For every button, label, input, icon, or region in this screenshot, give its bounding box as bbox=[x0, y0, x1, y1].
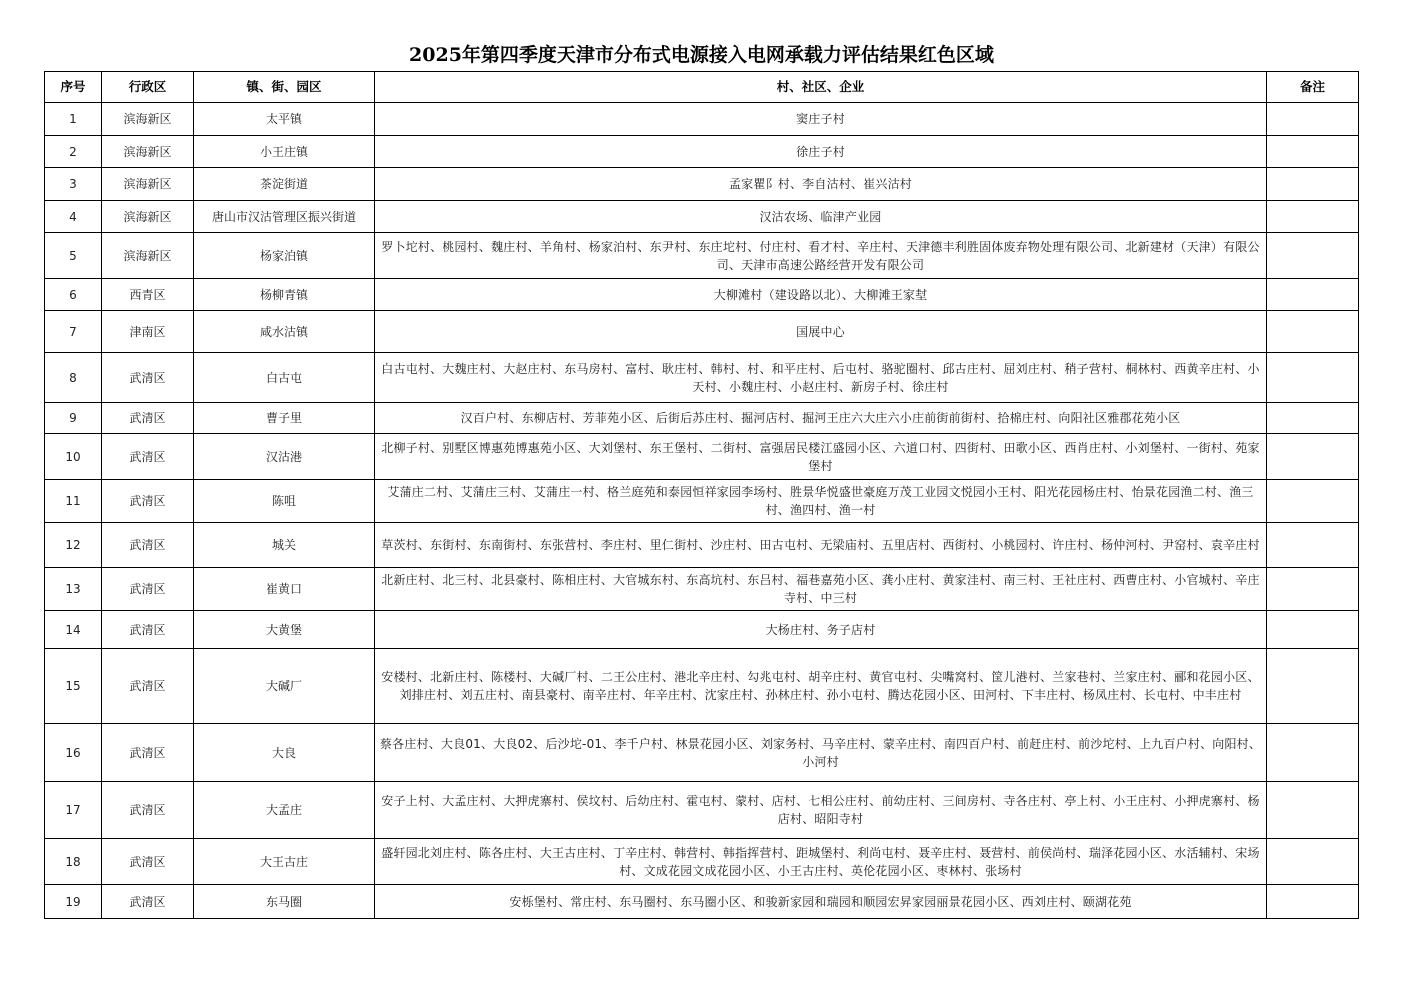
table-header-row bbox=[45, 72, 1359, 103]
cell-note bbox=[1267, 353, 1359, 403]
table-row bbox=[45, 136, 1359, 168]
cell-district: 滨海新区 bbox=[102, 233, 194, 279]
cell-villages: 盛轩园北刘庄村、陈各庄村、大王古庄村、丁辛庄村、韩营村、韩指挥营村、距城堡村、利尚屯村、聂辛庄村、聂营村、前侯尚村、瑞泽花园小区、水活辅村、宋场村、文成花园文成花园小区、小王古庄村、英伦花园小区、枣林村、张场村 bbox=[375, 839, 1267, 885]
cell-note bbox=[1267, 403, 1359, 434]
cell-villages: 窦庄子村 bbox=[375, 103, 1267, 136]
cell-note bbox=[1267, 885, 1359, 919]
cell-district: 武清区 bbox=[102, 885, 194, 919]
cell-town: 城关 bbox=[194, 523, 375, 568]
cell-district: 武清区 bbox=[102, 434, 194, 480]
cell-town: 咸水沽镇 bbox=[194, 311, 375, 353]
cell-villages: 艾蒲庄二村、艾蒲庄三村、艾蒲庄一村、格兰庭苑和泰园恒祥家园李场村、胜景华悦盛世豪庭万茂工业园文悦园小王村、阳光花园杨庄村、怡景花园渔二村、渔三村、渔四村、渔一村 bbox=[375, 480, 1267, 523]
cell-villages: 北新庄村、北三村、北县豪村、陈相庄村、大官城东村、东高坑村、东吕村、福巷嘉苑小区、龚小庄村、黄家洼村、南三村、王社庄村、西曹庄村、小官城村、辛庄寺村、中三村 bbox=[375, 568, 1267, 611]
cell-villages: 国展中心 bbox=[375, 311, 1267, 353]
table-row bbox=[45, 279, 1359, 311]
cell-no: 2 bbox=[45, 136, 102, 168]
cell-note bbox=[1267, 279, 1359, 311]
header-villages: 村、社区、企业 bbox=[375, 72, 1267, 103]
table-row bbox=[45, 523, 1359, 568]
cell-town: 曹子里 bbox=[194, 403, 375, 434]
header-no: 序号 bbox=[45, 72, 102, 103]
table-row bbox=[45, 168, 1359, 201]
cell-town: 白古屯 bbox=[194, 353, 375, 403]
cell-villages: 汉沽农场、临津产业园 bbox=[375, 201, 1267, 233]
cell-no: 19 bbox=[45, 885, 102, 919]
cell-no: 13 bbox=[45, 568, 102, 611]
cell-villages: 安栎堡村、常庄村、东马圈村、东马圈小区、和骏新家园和瑞园和顺园宏昇家园丽景花园小区、西刘庄村、颐湖花苑 bbox=[375, 885, 1267, 919]
cell-no: 9 bbox=[45, 403, 102, 434]
cell-district: 武清区 bbox=[102, 568, 194, 611]
cell-district: 滨海新区 bbox=[102, 136, 194, 168]
table-row bbox=[45, 103, 1359, 136]
cell-district: 武清区 bbox=[102, 353, 194, 403]
cell-no: 15 bbox=[45, 649, 102, 724]
table-row bbox=[45, 353, 1359, 403]
cell-no: 3 bbox=[45, 168, 102, 201]
cell-note bbox=[1267, 136, 1359, 168]
cell-villages: 白古屯村、大魏庄村、大赵庄村、东马房村、富村、耿庄村、韩村、村、和平庄村、后屯村、骆驼圈村、邱古庄村、屈刘庄村、稍子营村、桐林村、西黄辛庄村、小天村、小魏庄村、小赵庄村、新房子村、徐庄村 bbox=[375, 353, 1267, 403]
cell-villages: 大柳滩村（建设路以北）、大柳滩王家堼 bbox=[375, 279, 1267, 311]
header-town: 镇、街、园区 bbox=[194, 72, 375, 103]
cell-town: 大碱厂 bbox=[194, 649, 375, 724]
cell-villages: 安楼村、北新庄村、陈楼村、大碱厂村、二王公庄村、港北辛庄村、勾兆屯村、胡辛庄村、黄官屯村、尖嘴窝村、筐儿港村、兰家巷村、兰家庄村、郦和花园小区、刘排庄村、刘五庄村、南县豪村、南辛庄村、年辛庄村、沈家庄村、孙林庄村、孙小屯村、腾达花园小区、田河村、下丰庄村、杨凤庄村、长屯村、中丰庄村 bbox=[375, 649, 1267, 724]
cell-town: 杨柳青镇 bbox=[194, 279, 375, 311]
cell-district: 西青区 bbox=[102, 279, 194, 311]
cell-no: 5 bbox=[45, 233, 102, 279]
cell-note bbox=[1267, 523, 1359, 568]
cell-town: 大黄堡 bbox=[194, 611, 375, 649]
cell-district: 滨海新区 bbox=[102, 168, 194, 201]
cell-villages: 罗卜坨村、桃园村、魏庄村、羊角村、杨家泊村、东尹村、东庄坨村、付庄村、看才村、辛庄村、天津德丰利胜固体废弃物处理有限公司、北新建材（天津）有限公司、天津市高速公路经营开发有限公司 bbox=[375, 233, 1267, 279]
cell-villages: 徐庄子村 bbox=[375, 136, 1267, 168]
table-row bbox=[45, 434, 1359, 480]
table-row bbox=[45, 311, 1359, 353]
cell-town: 大孟庄 bbox=[194, 782, 375, 839]
cell-villages: 蔡各庄村、大良01、大良02、后沙坨-01、李千户村、林景花园小区、刘家务村、马辛庄村、蒙辛庄村、南四百户村、前赶庄村、前沙坨村、上九百户村、向阳村、小河村 bbox=[375, 724, 1267, 782]
cell-villages: 安子上村、大孟庄村、大押虎寨村、侯坟村、后幼庄村、霍屯村、蒙村、店村、七相公庄村、前幼庄村、三间房村、寺各庄村、亭上村、小王庄村、小押虎寨村、杨店村、昭阳寺村 bbox=[375, 782, 1267, 839]
cell-no: 18 bbox=[45, 839, 102, 885]
cell-town: 杨家泊镇 bbox=[194, 233, 375, 279]
cell-district: 滨海新区 bbox=[102, 201, 194, 233]
cell-no: 1 bbox=[45, 103, 102, 136]
cell-note bbox=[1267, 611, 1359, 649]
cell-no: 14 bbox=[45, 611, 102, 649]
cell-district: 武清区 bbox=[102, 724, 194, 782]
cell-district: 武清区 bbox=[102, 403, 194, 434]
cell-note bbox=[1267, 480, 1359, 523]
cell-villages: 汉百户村、东柳店村、芳菲苑小区、后街后苏庄村、掘河店村、掘河王庄六大庄六小庄前街前街村、拾棉庄村、向阳社区雅郡花苑小区 bbox=[375, 403, 1267, 434]
table-row bbox=[45, 885, 1359, 919]
cell-note bbox=[1267, 201, 1359, 233]
cell-district: 武清区 bbox=[102, 480, 194, 523]
cell-district: 武清区 bbox=[102, 782, 194, 839]
table-row bbox=[45, 782, 1359, 839]
cell-no: 6 bbox=[45, 279, 102, 311]
cell-note bbox=[1267, 724, 1359, 782]
cell-no: 16 bbox=[45, 724, 102, 782]
cell-no: 8 bbox=[45, 353, 102, 403]
cell-no: 17 bbox=[45, 782, 102, 839]
cell-town: 陈咀 bbox=[194, 480, 375, 523]
cell-villages: 草茨村、东街村、东南街村、东张营村、李庄村、里仁街村、沙庄村、田古屯村、无梁庙村、五里店村、西街村、小桃园村、许庄村、杨仲河村、尹窑村、袁辛庄村 bbox=[375, 523, 1267, 568]
cell-town: 茶淀街道 bbox=[194, 168, 375, 201]
cell-villages: 北柳子村、别墅区博惠苑博惠苑小区、大刘堡村、东王堡村、二街村、富强居民楼江盛园小区、六道口村、四街村、田歌小区、西肖庄村、小刘堡村、一街村、苑家堡村 bbox=[375, 434, 1267, 480]
cell-note bbox=[1267, 568, 1359, 611]
cell-note bbox=[1267, 103, 1359, 136]
table-row bbox=[45, 201, 1359, 233]
cell-note bbox=[1267, 168, 1359, 201]
cell-note bbox=[1267, 782, 1359, 839]
cell-town: 崔黄口 bbox=[194, 568, 375, 611]
cell-town: 太平镇 bbox=[194, 103, 375, 136]
cell-villages: 大杨庄村、务子店村 bbox=[375, 611, 1267, 649]
header-note: 备注 bbox=[1267, 72, 1359, 103]
cell-district: 武清区 bbox=[102, 839, 194, 885]
cell-no: 11 bbox=[45, 480, 102, 523]
cell-note bbox=[1267, 839, 1359, 885]
cell-town: 小王庄镇 bbox=[194, 136, 375, 168]
page-title: 2025年第四季度天津市分布式电源接入电网承载力评估结果红色区域 bbox=[409, 44, 994, 66]
table-row bbox=[45, 233, 1359, 279]
cell-note bbox=[1267, 434, 1359, 480]
cell-no: 7 bbox=[45, 311, 102, 353]
cell-town: 东马圈 bbox=[194, 885, 375, 919]
table-row bbox=[45, 403, 1359, 434]
table-row bbox=[45, 724, 1359, 782]
cell-no: 10 bbox=[45, 434, 102, 480]
cell-no: 12 bbox=[45, 523, 102, 568]
cell-no: 4 bbox=[45, 201, 102, 233]
table-row bbox=[45, 568, 1359, 611]
table-row bbox=[45, 649, 1359, 724]
cell-note bbox=[1267, 311, 1359, 353]
cell-district: 武清区 bbox=[102, 649, 194, 724]
cell-district: 津南区 bbox=[102, 311, 194, 353]
header-district: 行政区 bbox=[102, 72, 194, 103]
table-row bbox=[45, 480, 1359, 523]
cell-district: 武清区 bbox=[102, 523, 194, 568]
cell-district: 武清区 bbox=[102, 611, 194, 649]
table-row bbox=[45, 839, 1359, 885]
cell-town: 大良 bbox=[194, 724, 375, 782]
cell-town: 大王古庄 bbox=[194, 839, 375, 885]
cell-town: 汉沽港 bbox=[194, 434, 375, 480]
table-row bbox=[45, 611, 1359, 649]
cell-villages: 孟家瞿阝村、李自沽村、崔兴沽村 bbox=[375, 168, 1267, 201]
cell-note bbox=[1267, 649, 1359, 724]
results-table bbox=[44, 71, 1359, 919]
cell-note bbox=[1267, 233, 1359, 279]
cell-district: 滨海新区 bbox=[102, 103, 194, 136]
cell-town: 唐山市汉沽管理区振兴街道 bbox=[194, 201, 375, 233]
